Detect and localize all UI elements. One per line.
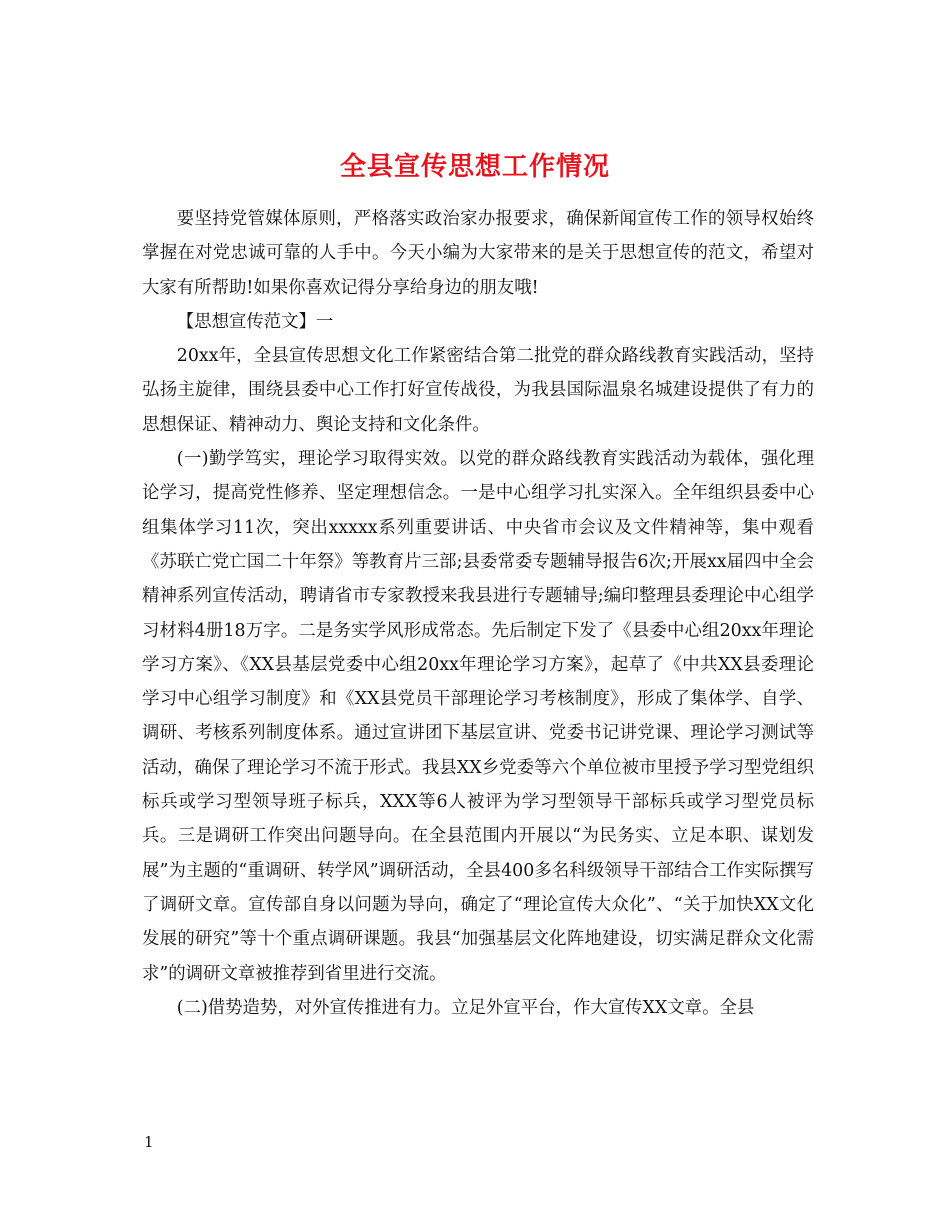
document-body — [142, 202, 814, 1025]
paragraph-external-publicity: (二)借势造势，对外宣传推进有力。立足外宣平台，作大宣传XX文章。全县 — [176, 997, 755, 1018]
paragraph-theory-study: (一)勤学笃实，理论学习取得实效。以党的群众路线教育实践活动为载体，强化理论学习，提高党性修养、坚定理想信念。一是中心组学习扎实深入。全年组织县委中心组集体学习11次，突出xxxxx系列重要讲话、中央省市会议及文件精神等，集中观看《苏联亡党亡国二十年祭》等教育片三部;县委常委专题辅导报告6次;开展xx届四中全会精神系列宣传活动，聘请省市专家教授来我县进行专题辅导;编印整理县委理论中心组学习材料4册18万字。二是务实学风形成常态。先后制定下发了《县委中心组20xx年理论学习方案》、《XX县基层党委中心组20xx年理论学习方案》，起草了《中共XX县委理论学习中心组学习制度》和《XX县党员干部理论学习考核制度》，形成了集体学、自学、调研、考核系列制度体系。通过宣讲团下基层宣讲、党委书记讲党课、理论学习测试等活动，确保了理论学习不流于形式。我县XX乡党委等六个单位被市里授予学习型党组织标兵或学习型领导班子标兵，XXX等6人被评为学习型领导干部标兵或学习型党员标兵。三是调研工作突出问题导向。在全县范围内开展以“为民务实、立足本职、谋划发展”为主题的“重调研、转学风”调研活动，全县400多名科级领导干部结合工作实际撰写了调研文章。宣传部自身以问题为导向，确定了“理论宣传大众化”、“关于加快XX文化发展的研究”等十个重点调研课题。我县“加强基层文化阵地建设，切实满足群众文化需求”的调研文章被推荐到省里进行交流。 — [142, 449, 814, 984]
document-title: 全县宣传思想工作情况 — [339, 152, 610, 183]
paragraph-section-heading: 【思想宣传范文】一 — [176, 311, 334, 332]
page-number: 1 — [144, 1133, 154, 1151]
paragraph-intro: 要坚持党管媒体原则，严格落实政治家办报要求，确保新闻宣传工作的领导权始终掌握在对党忠诚可靠的人手中。今天小编为大家带来的是关于思想宣传的范文，希望对大家有所帮助!如果你喜欢记得分享给身边的朋友哦! — [142, 209, 814, 298]
paragraph-overview: 20xx年，全县宣传思想文化工作紧密结合第二批党的群众路线教育实践活动，坚持弘扬主旋律，围绕县委中心工作打好宣传战役，为我县国际温泉名城建设提供了有力的思想保证、精神动力、舆论支持和文化条件。 — [142, 346, 814, 435]
